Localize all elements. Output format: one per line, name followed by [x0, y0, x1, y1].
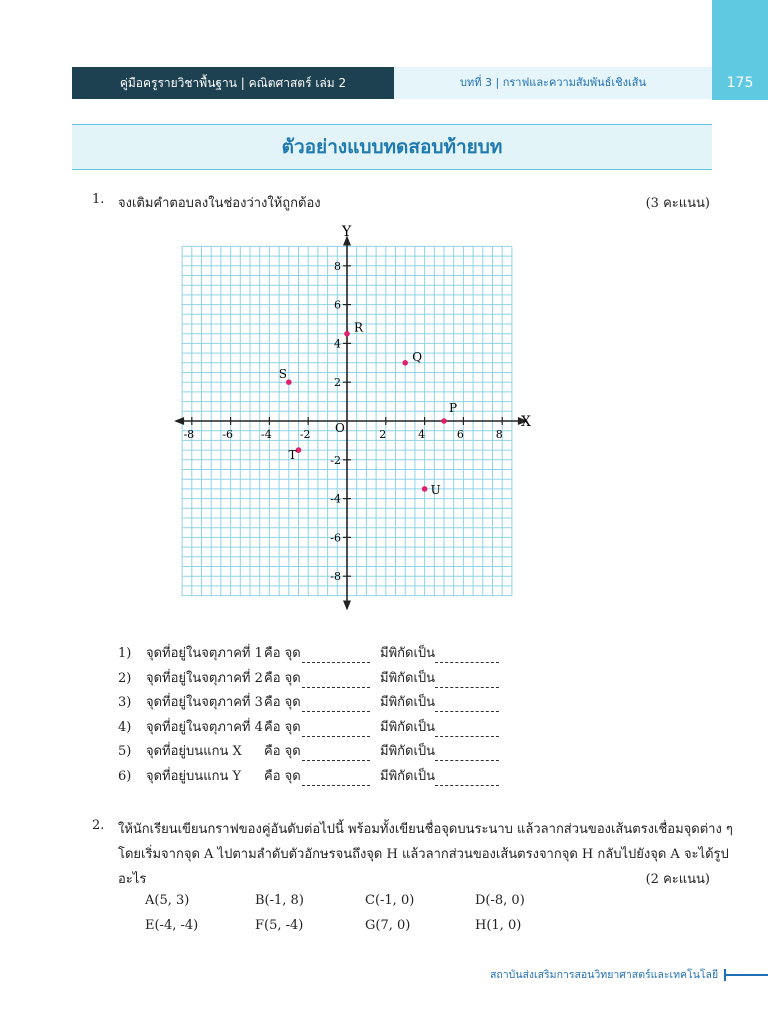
graph-point-label: U [430, 482, 441, 497]
y-tick-label: 8 [334, 259, 341, 273]
q2-point: D(-8, 0) [475, 893, 525, 908]
q1-item [118, 667, 499, 687]
answer-blank-coordinate[interactable] [435, 673, 499, 688]
q1-item-a: จุดที่อยู่ในจตุภาคที่ 2 [146, 670, 263, 686]
y-tick-label: -4 [330, 492, 341, 506]
q2-point: F(5, -4) [255, 918, 304, 933]
answer-blank-point[interactable] [302, 722, 370, 737]
y-axis-label: Y [342, 224, 352, 240]
footer-line [724, 974, 768, 976]
graph-axes [174, 236, 528, 610]
answer-blank-coordinate[interactable] [435, 697, 499, 712]
q1-item-num: 3) [118, 695, 132, 710]
graph-point-label: P [449, 401, 458, 415]
x-tick-label: 2 [379, 428, 387, 441]
x-tick-label: -8 [183, 428, 195, 441]
answer-blank-point[interactable] [302, 771, 370, 786]
q2-point: E(-4, -4) [145, 918, 199, 933]
answer-blank-point[interactable] [302, 648, 370, 663]
q1-number: 1. [92, 192, 105, 207]
q1-item-c: มีพิกัดเป็น [380, 670, 436, 686]
answer-blank-point[interactable] [302, 673, 370, 688]
answer-blank-point[interactable] [302, 746, 370, 761]
coordinate-graph [170, 220, 540, 610]
q1-item-num: 6) [118, 768, 132, 784]
graph-point-r [344, 331, 350, 337]
q1-item-b: คือ จุด [264, 719, 301, 735]
q2-point: B(-1, 8) [255, 893, 304, 908]
page-number: 175 [726, 75, 754, 91]
x-axis-arrow-left [174, 417, 184, 425]
graph-point-u [422, 486, 428, 492]
q2-point: H(1, 0) [475, 918, 522, 933]
header-book-title: คู่มือครูรายวิชาพื้นฐาน | คณิตศาสตร์ เล่ม 2 [72, 67, 394, 99]
graph-point-label: R [354, 320, 364, 335]
q1-item-b: คือ จุด [264, 646, 301, 661]
x-tick-label: -6 [222, 428, 233, 441]
answer-blank-coordinate[interactable] [435, 746, 499, 761]
q1-item [118, 642, 499, 662]
x-axis-label: X [521, 414, 531, 430]
q1-item-num: 5) [118, 744, 132, 759]
q2-line-3: อะไร [118, 872, 147, 887]
y-axis-arrow-down [343, 600, 351, 610]
x-tick-label: 4 [418, 428, 426, 441]
q2-line-1: ให้นักเรียนเขียนกราฟของคู่อันดับต่อไปนี้ พร้อมทั้งเขียนชื่อจุดบนระนาบ แล้วลากส่วนของเส้นตรงเชื่อมจุดต่าง ๆ [118, 822, 733, 837]
q1-item-num: 1) [118, 646, 132, 661]
q1-text: จงเติมคำตอบลงในช่องว่างให้ถูกต้อง [118, 196, 321, 211]
q1-item-b: คือ จุด [264, 768, 301, 784]
q1-item-a: จุดที่อยู่ในจตุภาคที่ 4 [146, 719, 263, 735]
y-tick-label: 2 [334, 376, 341, 390]
graph-point-label: T [288, 448, 297, 463]
q2-point: G(7, 0) [365, 918, 411, 933]
q1-item-c: มีพิกัดเป็น [380, 646, 436, 661]
graph-point-t [296, 447, 302, 453]
y-tick-label: -6 [330, 531, 341, 545]
q1-item [118, 765, 499, 785]
q1-item [118, 691, 499, 711]
answer-blank-point[interactable] [302, 697, 370, 712]
header-chapter-title: บทที่ 3 | กราฟและความสัมพันธ์เชิงเส้น [394, 67, 712, 99]
q1-item-b: คือ จุด [264, 744, 301, 759]
q1-item-c: มีพิกัดเป็น [380, 695, 436, 710]
q1-item-c: มีพิกัดเป็น [380, 744, 436, 759]
q2-point: C(-1, 0) [365, 893, 415, 908]
answer-blank-coordinate[interactable] [435, 771, 499, 786]
x-tick-label: 6 [456, 428, 464, 441]
q1-score: (3 คะแนน) [645, 196, 710, 211]
q1-item-a: จุดที่อยู่บนแกน X [146, 744, 242, 759]
answer-blank-coordinate[interactable] [435, 648, 499, 663]
graph-point-label: S [278, 367, 288, 382]
q1-item-num: 4) [118, 719, 132, 735]
q1-item-c: มีพิกัดเป็น [380, 719, 436, 735]
y-tick-label: 6 [334, 298, 341, 312]
q1-item [118, 716, 499, 736]
answer-blank-coordinate[interactable] [435, 722, 499, 737]
graph-point-p [441, 418, 447, 424]
x-tick-label: -4 [261, 428, 272, 441]
q1-item-b: คือ จุด [264, 695, 301, 710]
section-title: ตัวอย่างแบบทดสอบท้ายบท [72, 124, 712, 170]
q1-item-c: มีพิกัดเป็น [380, 768, 436, 784]
q2-number: 2. [92, 818, 105, 833]
graph-point-label: Q [412, 349, 423, 364]
q1-item-b: คือ จุด [264, 670, 301, 686]
y-tick-label: 4 [334, 337, 341, 351]
x-tick-label: 8 [495, 428, 503, 441]
q2-line-2: โดยเริ่มจากจุด A ไปตามลำดับตัวอักษรจนถึงจุด H แล้วลากส่วนของเส้นตรงจากจุด H กลับไปยังจุด A จะได้รูป [118, 847, 729, 862]
q2-score: (2 คะแนน) [645, 872, 710, 887]
q1-item-a: จุดที่อยู่ในจตุภาคที่ 1 [146, 646, 263, 661]
graph-points [279, 321, 457, 497]
y-tick-label: -8 [330, 570, 341, 584]
origin-label: O [335, 421, 345, 435]
y-tick-label: -2 [330, 453, 341, 467]
q1-item-a: จุดที่อยู่ในจตุภาคที่ 3 [146, 695, 263, 710]
x-tick-label: -2 [299, 428, 311, 441]
q1-item-a: จุดที่อยู่บนแกน Y [146, 768, 242, 784]
footer-institute: สถาบันส่งเสริมการสอนวิทยาศาสตร์และเทคโนโลยี [490, 969, 719, 981]
q1-item-num: 2) [118, 670, 132, 686]
q2-point: A(5, 3) [145, 893, 190, 908]
q1-item [118, 740, 499, 760]
graph-point-q [402, 360, 408, 366]
